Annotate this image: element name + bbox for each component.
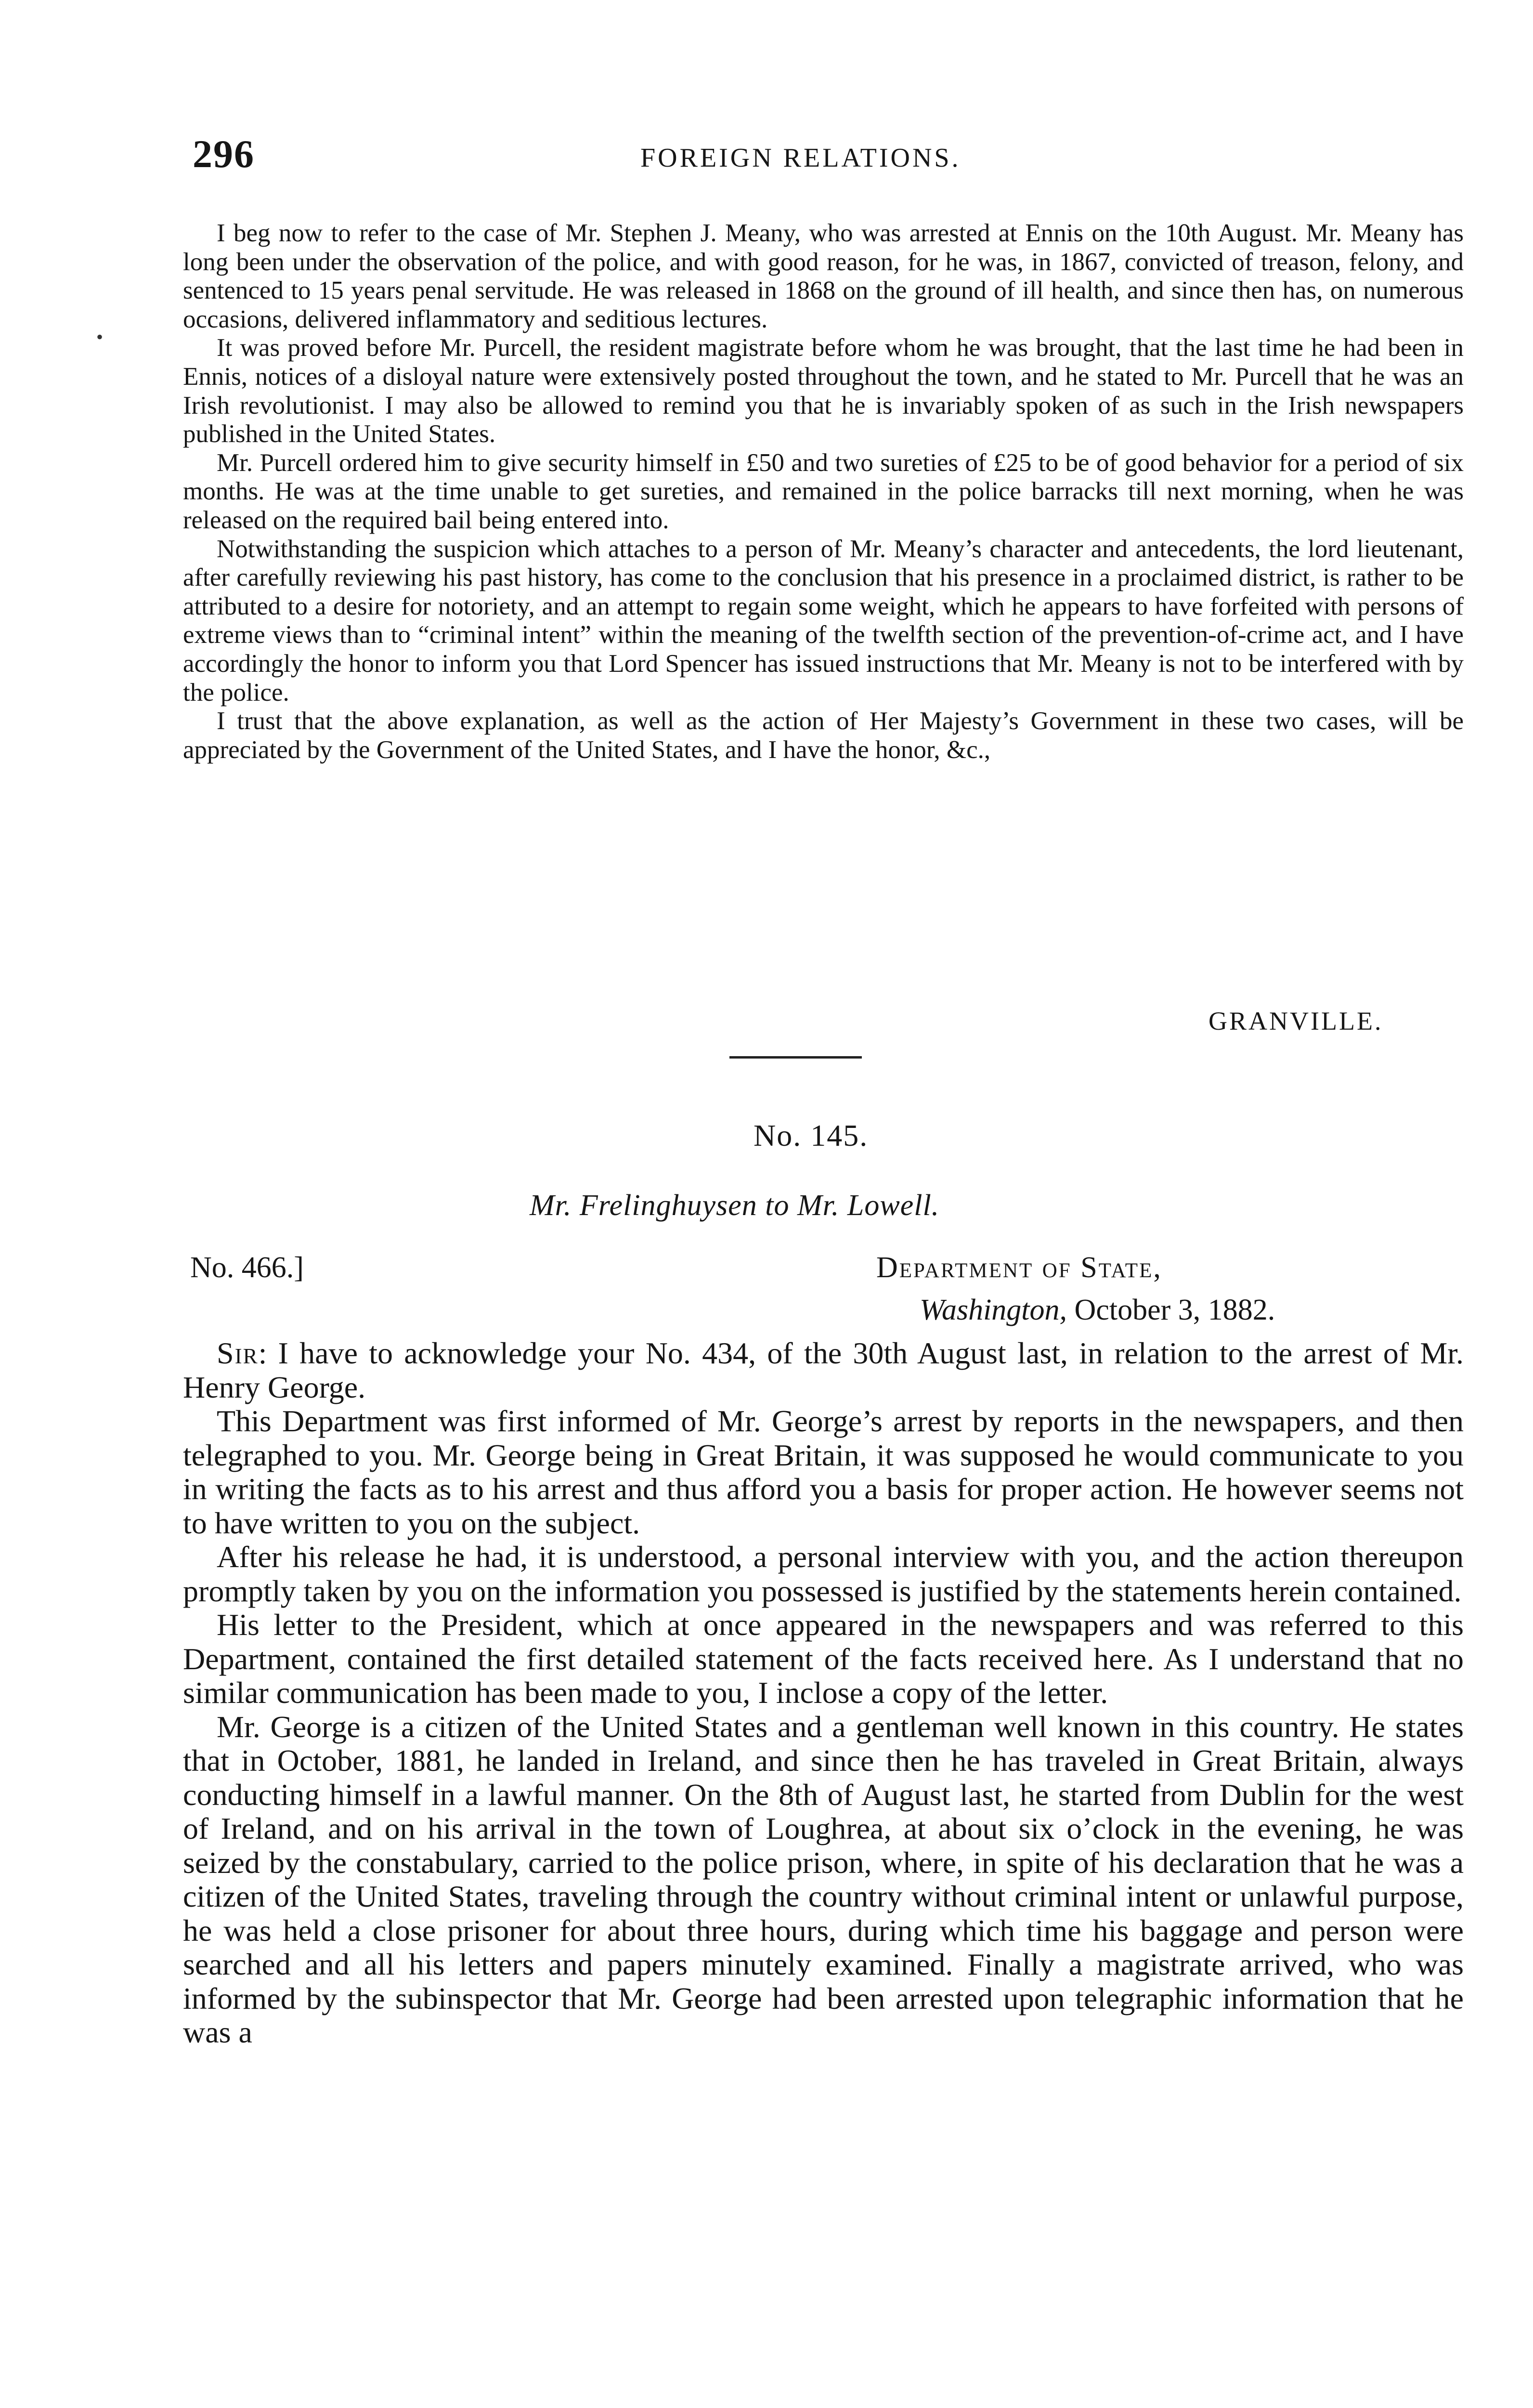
paragraph bbox=[183, 1336, 1464, 1404]
running-head: FOREIGN RELATIONS. bbox=[640, 143, 961, 173]
paragraph-text: : I have to acknowledge your No. 434, of the 30th August last, in relation to the arrest of Mr. Henry George. bbox=[183, 1336, 1464, 1404]
paragraph: I trust that the above explanation, as well as the action of Her Majesty’s Government in these two cases, will be appreciated by the Government of the United States, and I have the honor, &c., bbox=[183, 707, 1464, 764]
document-number: No. 145. bbox=[754, 1118, 869, 1152]
previous-letter-body bbox=[183, 219, 1464, 764]
paragraph: It was proved before Mr. Purcell, the resident magistrate before whom he was brought, that the last time he had been in Ennis, notices of a disloyal nature were extensively posted throughout the town, and he stated to Mr. Purcell that he was an Irish revolutionist. I may also be allowed to remind you that he is invariably spoken of as such in the Irish newspapers published in the United States. bbox=[183, 334, 1464, 448]
dispatch-number: No. 466.] bbox=[190, 1251, 304, 1284]
place-and-date bbox=[920, 1291, 1275, 1329]
place: Washington, bbox=[920, 1294, 1067, 1326]
margin-dot: • bbox=[96, 326, 104, 348]
page-number: 296 bbox=[193, 132, 255, 176]
salutation: Sir bbox=[217, 1336, 259, 1370]
date: October 3, 1882. bbox=[1074, 1294, 1275, 1326]
signature: GRANVILLE. bbox=[1208, 1007, 1383, 1035]
section-divider bbox=[729, 1056, 862, 1059]
paragraph: Mr. George is a citizen of the United States and a gentleman well known in this country. He states that in October, 1881, he landed in Ireland, and since then he has traveled in Great Britain, always conducting himself in a lawful manner. On the 8th of August last, he started from Dublin for the west of Ireland, and on his arrival in the town of Loughrea, at about six o’clock in the evening, he was seized by the constabulary, carried to the police prison, where, in spite of his declaration that he was a citizen of the United States, traveling through the country without criminal intent or unlawful purpose, he was held a close prisoner for about three hours, during which time his baggage and person were searched and all his letters and papers minutely examined. Finally a magistrate arrived, who was informed by the subinspector that Mr. George had been arrested upon telegraphic information that he was a bbox=[183, 1709, 1464, 2049]
paragraph: His letter to the President, which at once appeared in the newspapers and was referred to this Department, contained the first detailed statement of the facts received here. As I understand that no similar communication has been made to you, I inclose a copy of the letter. bbox=[183, 1608, 1464, 1710]
department-heading: Department of State, bbox=[876, 1251, 1162, 1284]
paragraph: I beg now to refer to the case of Mr. Stephen J. Meany, who was arrested at Ennis on the 10th August. Mr. Meany has long been under the observation of the police, and with good reason, for he was, in 1867, convicted of treason, felony, and sentenced to 15 years penal servitude. He was released in 1868 on the ground of ill health, and since then has, on numerous occasions, delivered inflammatory and seditious lectures. bbox=[183, 219, 1464, 333]
paragraph: Notwithstanding the suspicion which attaches to a person of Mr. Meany’s character and antecedents, the lord lieutenant, after carefully reviewing his past history, has come to the conclusion that his presence in a proclaimed district, is rather to be attributed to a desire for notoriety, and an attempt to regain some weight, which he appears to have forfeited with persons of extreme views than to “criminal intent” within the meaning of the twelfth section of the prevention-of-crime act, and I have accordingly the honor to inform you that Lord Spencer has issued instructions that Mr. Meany is not to be interfered with by the police. bbox=[183, 535, 1464, 707]
paragraph: After his release he had, it is understood, a personal interview with you, and the action thereupon promptly taken by you on the information you possessed is justified by the statements herein contained. bbox=[183, 1540, 1464, 1608]
letter-body bbox=[183, 1336, 1464, 2050]
page-header bbox=[193, 130, 1459, 183]
document-title: Mr. Frelinghuysen to Mr. Lowell. bbox=[530, 1189, 940, 1222]
paragraph: This Department was first informed of Mr. George’s arrest by reports in the newspapers, and then telegraphed to you. Mr. George being in Great Britain, it was supposed he would communicate to you in writing the facts as to his arrest and thus afford you a basis for proper action. He however seems not to have written to you on the subject. bbox=[183, 1404, 1464, 1540]
paragraph: Mr. Purcell ordered him to give security himself in £50 and two sureties of £25 to be of good behavior for a period of six months. He was at the time unable to get sureties, and remained in the police barracks till next morning, when he was released on the required bail being entered into. bbox=[183, 448, 1464, 534]
